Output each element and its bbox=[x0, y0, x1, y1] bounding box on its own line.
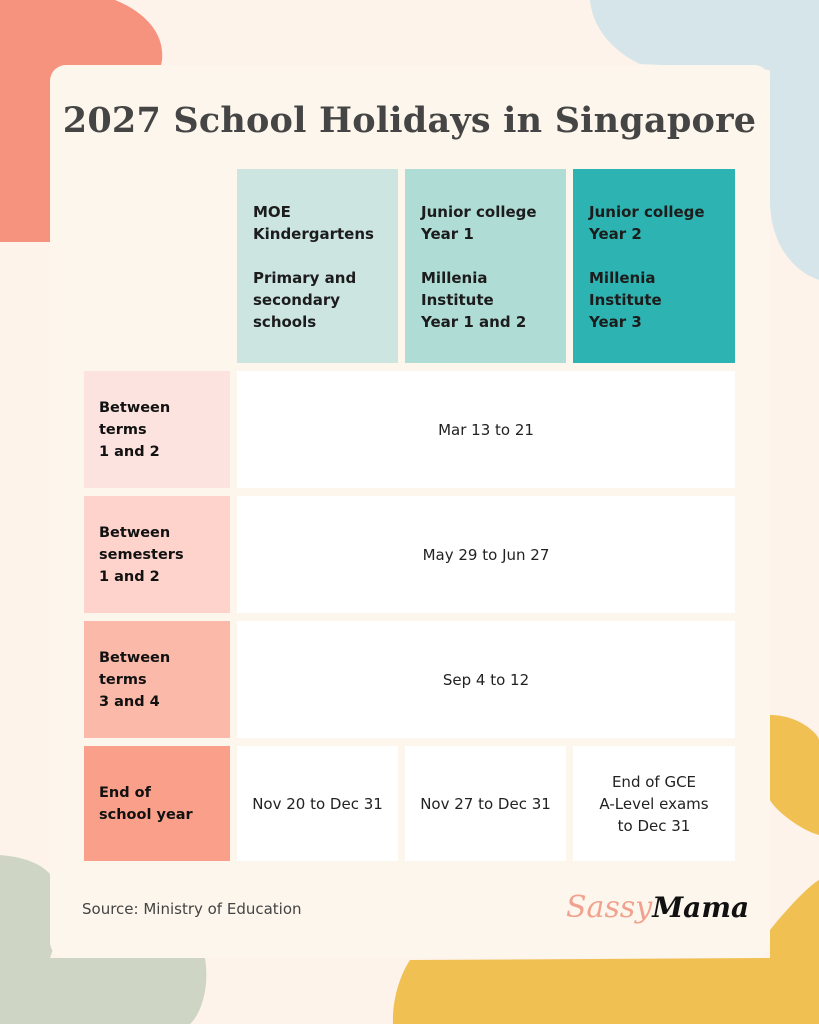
sassy-mama-logo bbox=[566, 890, 749, 940]
column-header-line: MOE bbox=[253, 203, 291, 221]
holiday-cell-terms-1-2: Mar 13 to 21 bbox=[237, 371, 735, 488]
holiday-cell-semesters-1-2: May 29 to Jun 27 bbox=[237, 496, 735, 613]
column-header-line: Year 1 and 2 bbox=[421, 313, 527, 331]
page-title: 2027 School Holidays in Singapore bbox=[62, 100, 757, 141]
row-label-line: semesters bbox=[99, 546, 184, 563]
cell-line: to Dec 31 bbox=[617, 816, 691, 835]
column-header-line: Institute bbox=[421, 291, 494, 309]
column-header-line: Year 3 bbox=[589, 313, 642, 331]
row-label-line: Between bbox=[99, 649, 171, 666]
column-header-line: Institute bbox=[589, 291, 662, 309]
column-header-moe bbox=[237, 169, 398, 363]
cell-line: End of GCE bbox=[611, 772, 697, 791]
column-header-line: Millenia bbox=[421, 269, 488, 287]
column-header-line: Junior college bbox=[421, 203, 537, 221]
column-header-line: Primary and bbox=[253, 269, 357, 287]
row-label-semesters-1-2 bbox=[84, 496, 230, 613]
column-header-line: Kindergartens bbox=[253, 225, 374, 243]
column-header-jc-year2 bbox=[573, 169, 735, 363]
column-header-jc-year1 bbox=[405, 169, 566, 363]
row-label-line: End of bbox=[99, 784, 151, 801]
column-header-line: Year 1 bbox=[421, 225, 474, 243]
row-label-line: 3 and 4 bbox=[99, 693, 160, 710]
row-label-line: Between bbox=[99, 399, 171, 416]
row-label-line: Between bbox=[99, 524, 171, 541]
row-label-line: school year bbox=[99, 806, 193, 823]
column-header-line: Millenia bbox=[589, 269, 656, 287]
row-label-terms-1-2 bbox=[84, 371, 230, 488]
source-note: Source: Ministry of Education bbox=[82, 900, 302, 918]
column-header-line: Junior college bbox=[589, 203, 705, 221]
row-label-end-of-school-year bbox=[84, 746, 230, 861]
row-label-terms-3-4 bbox=[84, 621, 230, 738]
holiday-cell-terms-3-4: Sep 4 to 12 bbox=[237, 621, 735, 738]
holiday-cell-end-moe: Nov 20 to Dec 31 bbox=[237, 746, 398, 861]
row-label-line: 1 and 2 bbox=[99, 568, 160, 585]
holiday-cell-end-jc-year2 bbox=[573, 746, 735, 861]
cell-line: A-Level exams bbox=[599, 794, 709, 813]
holiday-cell-end-jc-year1: Nov 27 to Dec 31 bbox=[405, 746, 566, 861]
row-label-line: terms bbox=[99, 421, 147, 438]
column-header-line: Year 2 bbox=[589, 225, 642, 243]
logo-part-sassy: Sassy bbox=[566, 890, 653, 925]
row-label-line: 1 and 2 bbox=[99, 443, 160, 460]
column-header-line: secondary bbox=[253, 291, 341, 309]
logo-part-mama: Mama bbox=[652, 891, 750, 924]
row-label-line: terms bbox=[99, 671, 147, 688]
column-header-line: schools bbox=[253, 313, 317, 331]
